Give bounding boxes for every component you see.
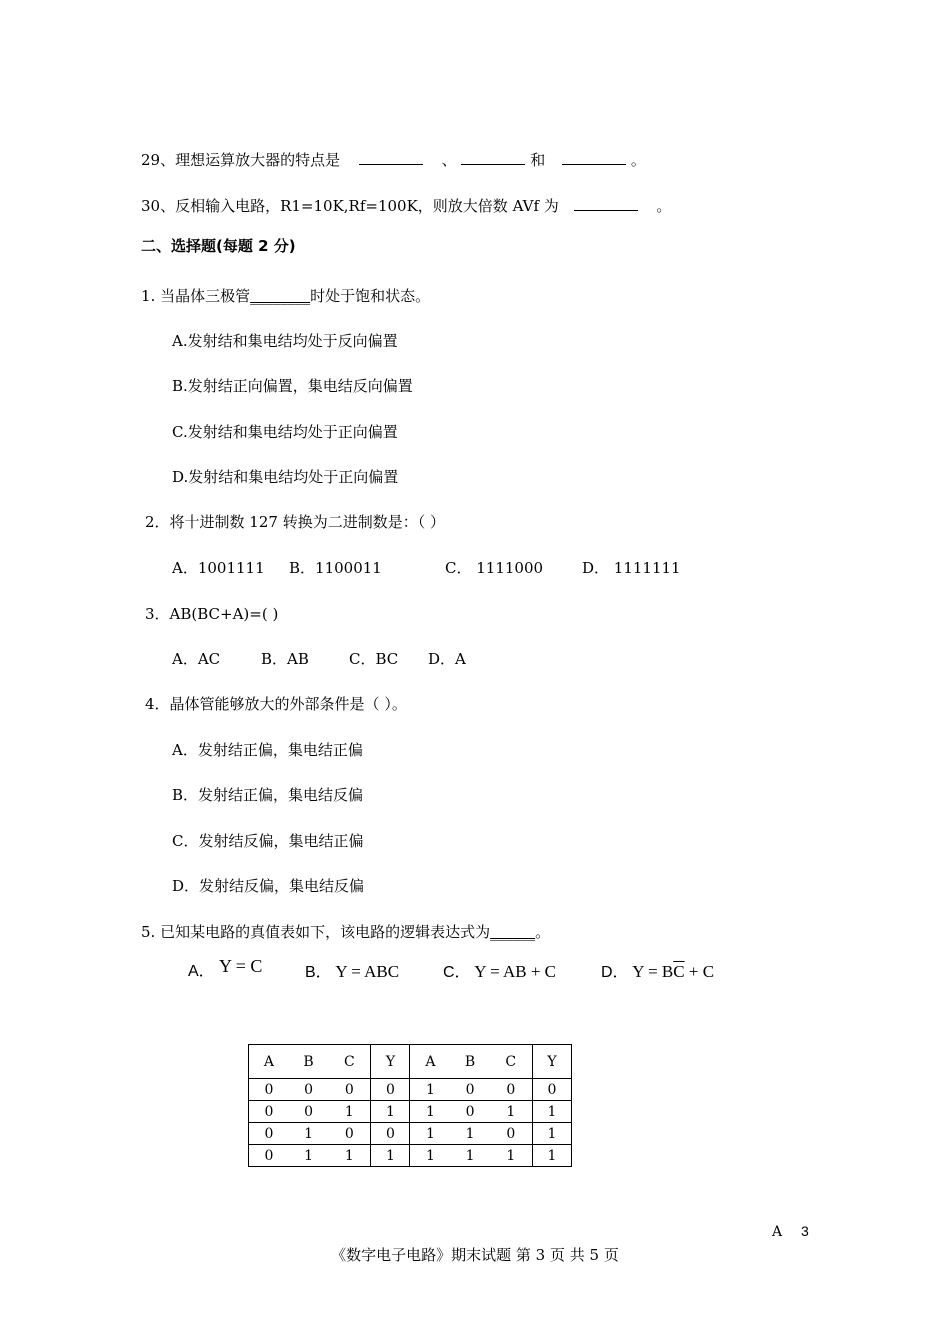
- table-cell: 0: [328, 1079, 371, 1101]
- table-cell: 1: [410, 1145, 450, 1167]
- option-c-formula: Y = AB + C: [474, 962, 557, 981]
- table-cell: 0: [450, 1079, 489, 1101]
- header-cell: C: [490, 1045, 533, 1079]
- table-cell: 0: [249, 1123, 289, 1145]
- question-5-option-a[interactable]: [188, 956, 263, 983]
- truth-table-header-row: [249, 1045, 572, 1079]
- question-4-stem: 4．晶体管能够放大的外部条件是（ ）。: [145, 695, 407, 713]
- table-cell: 1: [289, 1145, 328, 1167]
- header-cell: A: [249, 1045, 289, 1079]
- question-3-option-d[interactable]: D．A: [428, 650, 466, 668]
- question-2-option-c[interactable]: C． 1111000: [445, 559, 544, 577]
- question-29-end: 。: [630, 151, 646, 169]
- question-30-text: 30、反相输入电路，R1=10K,Rf=100K，则放大倍数 AVf 为: [141, 197, 559, 215]
- table-cell: 1: [410, 1123, 450, 1145]
- question-1-stem-before: 1. 当晶体三极管: [141, 287, 251, 305]
- answer-blank-2[interactable]: [461, 150, 525, 165]
- separator-and: 和: [530, 151, 546, 169]
- option-d-formula-pre: Y = B: [632, 962, 674, 981]
- truth-table: [248, 1044, 572, 1167]
- option-d-formula-overline: $\overline{C}$: [673, 962, 685, 981]
- question-1-option-c[interactable]: C.发射结和集电结均处于正向偏置: [172, 423, 398, 441]
- table-cell: 1: [532, 1101, 571, 1123]
- answer-blank-3[interactable]: [562, 150, 626, 165]
- table-cell: 1: [532, 1123, 571, 1145]
- table-cell: 0: [490, 1123, 533, 1145]
- table-cell: 0: [450, 1101, 489, 1123]
- question-1-option-b[interactable]: B.发射结正向偏置，集电结反向偏置: [172, 377, 413, 395]
- question-1-stem-after: 时处于饱和状态。: [310, 287, 431, 305]
- table-cell: 1: [410, 1079, 450, 1101]
- question-2-option-a[interactable]: A．1001111: [172, 559, 265, 577]
- section-title: 二、选择题(每题 2 分): [141, 237, 296, 255]
- question-29: [141, 150, 646, 170]
- table-cell: 1: [410, 1101, 450, 1123]
- table-row: [249, 1123, 572, 1145]
- header-cell: B: [289, 1045, 328, 1079]
- question-2-option-b[interactable]: B．1100011: [289, 559, 382, 577]
- question-3-stem: 3．AB(BC+A)=( ): [145, 605, 279, 623]
- question-1-option-a[interactable]: A.发射结和集电结均处于反向偏置: [172, 332, 398, 350]
- question-30-end: 。: [656, 197, 672, 215]
- table-row: [249, 1079, 572, 1101]
- table-cell: 1: [371, 1101, 410, 1123]
- header-cell: B: [450, 1045, 489, 1079]
- question-30: [141, 196, 671, 216]
- question-4-option-c[interactable]: C．发射结反偏，集电结正偏: [172, 832, 364, 850]
- table-cell: 1: [289, 1123, 328, 1145]
- table-cell: 0: [371, 1079, 410, 1101]
- question-5-option-d[interactable]: [601, 961, 714, 984]
- question-3-option-c[interactable]: C．BC: [349, 650, 399, 668]
- table-cell: 1: [490, 1145, 533, 1167]
- table-cell: 1: [328, 1101, 371, 1123]
- table-cell: 0: [371, 1123, 410, 1145]
- header-cell: C: [328, 1045, 371, 1079]
- table-cell: 1: [450, 1123, 489, 1145]
- option-d-formula-post: + C: [684, 962, 715, 981]
- question-2-option-d[interactable]: D． 1111111: [582, 559, 681, 577]
- question-5-stem-before: 5. 已知某电路的真值表如下，该电路的逻辑表达式为: [141, 923, 491, 941]
- table-cell: 0: [289, 1079, 328, 1101]
- question-5-blank[interactable]: ______: [490, 923, 536, 941]
- question-5-option-c[interactable]: [443, 961, 556, 984]
- question-4-option-a[interactable]: A．发射结正偏，集电结正偏: [172, 741, 363, 759]
- question-3-option-a[interactable]: A．AC: [172, 650, 221, 668]
- table-row: [249, 1101, 572, 1123]
- question-4-option-d[interactable]: D．发射结反偏，集电结反偏: [172, 877, 365, 895]
- corner-page-number: 3: [801, 1223, 809, 1239]
- question-3-option-b[interactable]: B．AB: [261, 650, 309, 668]
- table-cell: 1: [490, 1101, 533, 1123]
- question-5-stem-after: 。: [535, 923, 551, 941]
- question-5: [141, 922, 550, 942]
- question-2-stem: 2．将十进制数 127 转换为二进制数是：（ ）: [145, 513, 445, 531]
- table-cell: 0: [532, 1079, 571, 1101]
- separator-comma: 、: [441, 151, 457, 169]
- question-1-blank[interactable]: ________: [250, 287, 311, 305]
- table-cell: 0: [249, 1079, 289, 1101]
- table-cell: 0: [289, 1101, 328, 1123]
- table-cell: 0: [328, 1123, 371, 1145]
- option-b-formula: Y = ABC: [335, 962, 400, 981]
- option-b-label: B．: [305, 964, 332, 981]
- table-cell: 1: [328, 1145, 371, 1167]
- answer-blank-4[interactable]: [574, 196, 638, 211]
- answer-blank-1[interactable]: [359, 150, 423, 165]
- question-1-option-d[interactable]: D.发射结和集电结均处于正向偏置: [172, 468, 399, 486]
- question-4-option-b[interactable]: B．发射结正偏，集电结反偏: [172, 786, 364, 804]
- question-29-text: 29、理想运算放大器的特点是: [141, 151, 341, 169]
- table-cell: 1: [371, 1145, 410, 1167]
- option-d-label: D．: [601, 964, 629, 981]
- question-1: [141, 286, 430, 306]
- table-cell: 1: [450, 1145, 489, 1167]
- version-letter: A: [772, 1224, 783, 1240]
- table-cell: 1: [532, 1145, 571, 1167]
- header-cell: Y: [371, 1045, 410, 1079]
- table-cell: 0: [249, 1145, 289, 1167]
- header-cell: A: [410, 1045, 450, 1079]
- header-cell: Y: [532, 1045, 571, 1079]
- page-footer: 《数字电子电路》期末试题 第 3 页 共 5 页: [331, 1246, 619, 1264]
- table-cell: 0: [249, 1101, 289, 1123]
- question-5-option-b[interactable]: [305, 961, 399, 984]
- option-a-formula: Y = C: [218, 956, 263, 976]
- table-row: [249, 1145, 572, 1167]
- option-c-label: C．: [443, 964, 471, 981]
- option-a-label: A．: [188, 963, 215, 980]
- table-cell: 0: [490, 1079, 533, 1101]
